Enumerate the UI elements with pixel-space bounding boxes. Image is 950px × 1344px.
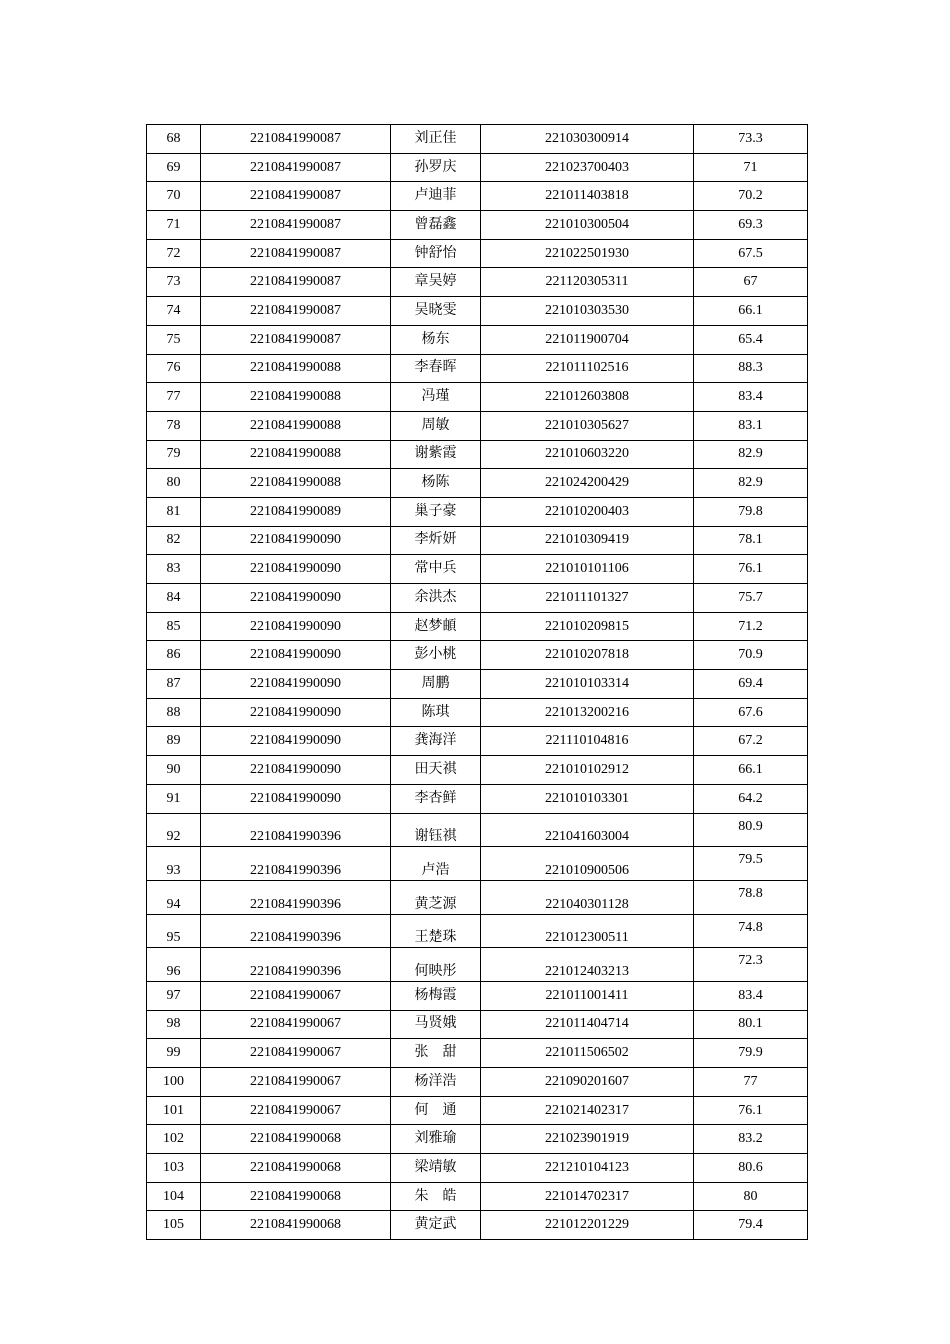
exam-code-cell: 2210841990396 [201,880,391,914]
ticket-number-cell: 221041603004 [481,813,694,847]
name-cell: 钟舒怡 [391,239,481,268]
table-row [147,469,808,498]
score-cell: 80.6 [694,1154,808,1183]
row-number-cell: 75 [147,325,201,354]
exam-code-cell: 2210841990068 [201,1182,391,1211]
table-row [147,440,808,469]
exam-code-cell: 2210841990090 [201,555,391,584]
ticket-number-cell: 221011506502 [481,1039,694,1068]
ticket-number-cell: 221011101327 [481,584,694,613]
ticket-number-cell: 221010200403 [481,497,694,526]
exam-code-cell: 2210841990068 [201,1154,391,1183]
exam-code-cell: 2210841990396 [201,847,391,881]
name-cell: 何映彤 [391,948,481,982]
table-row [147,641,808,670]
ticket-number-cell: 221010305627 [481,411,694,440]
score-cell: 75.7 [694,584,808,613]
row-number-cell: 96 [147,948,201,982]
score-cell: 65.4 [694,325,808,354]
name-cell: 杨陈 [391,469,481,498]
exam-code-cell: 2210841990087 [201,297,391,326]
score-cell: 76.1 [694,555,808,584]
ticket-number-cell: 221010101106 [481,555,694,584]
score-cell: 66.1 [694,297,808,326]
exam-code-cell: 2210841990087 [201,239,391,268]
ticket-number-cell: 221010303530 [481,297,694,326]
results-table-body [147,125,808,1240]
table-row [147,239,808,268]
row-number-cell: 78 [147,411,201,440]
ticket-number-cell: 221023700403 [481,153,694,182]
ticket-number-cell: 221023901919 [481,1125,694,1154]
table-row [147,756,808,785]
score-cell: 78.1 [694,526,808,555]
exam-code-cell: 2210841990067 [201,1010,391,1039]
name-cell: 卢迪菲 [391,182,481,211]
exam-code-cell: 2210841990088 [201,440,391,469]
name-cell: 朱 皓 [391,1182,481,1211]
ticket-number-cell: 221010309419 [481,526,694,555]
name-cell: 曾磊鑫 [391,211,481,240]
score-cell: 79.8 [694,497,808,526]
name-cell: 周鹏 [391,670,481,699]
name-cell: 杨梅霞 [391,981,481,1010]
exam-code-cell: 2210841990067 [201,1068,391,1097]
ticket-number-cell: 221011403818 [481,182,694,211]
name-cell: 田天祺 [391,756,481,785]
name-cell: 杨东 [391,325,481,354]
table-row [147,125,808,154]
row-number-cell: 87 [147,670,201,699]
score-cell: 67.6 [694,698,808,727]
row-number-cell: 86 [147,641,201,670]
name-cell: 刘正佳 [391,125,481,154]
exam-code-cell: 2210841990068 [201,1211,391,1240]
exam-code-cell: 2210841990068 [201,1125,391,1154]
name-cell: 谢钰祺 [391,813,481,847]
row-number-cell: 71 [147,211,201,240]
ticket-number-cell: 221011001411 [481,981,694,1010]
table-row [147,354,808,383]
ticket-number-cell: 221010603220 [481,440,694,469]
row-number-cell: 76 [147,354,201,383]
score-cell: 77 [694,1068,808,1097]
exam-code-cell: 2210841990090 [201,641,391,670]
table-row [147,847,808,881]
row-number-cell: 81 [147,497,201,526]
table-row [147,526,808,555]
table-row [147,555,808,584]
exam-code-cell: 2210841990088 [201,469,391,498]
score-cell: 67.2 [694,727,808,756]
table-row [147,584,808,613]
ticket-number-cell: 221010102912 [481,756,694,785]
name-cell: 黄芝源 [391,880,481,914]
table-row [147,612,808,641]
exam-code-cell: 2210841990088 [201,383,391,412]
row-number-cell: 97 [147,981,201,1010]
ticket-number-cell: 221013200216 [481,698,694,727]
name-cell: 马贤娥 [391,1010,481,1039]
name-cell: 冯瑾 [391,383,481,412]
row-number-cell: 73 [147,268,201,297]
exam-code-cell: 2210841990090 [201,612,391,641]
row-number-cell: 91 [147,784,201,813]
name-cell: 周敏 [391,411,481,440]
name-cell: 陈琪 [391,698,481,727]
row-number-cell: 101 [147,1096,201,1125]
exam-code-cell: 2210841990087 [201,125,391,154]
name-cell: 李杏鲜 [391,784,481,813]
ticket-number-cell: 221010103314 [481,670,694,699]
ticket-number-cell: 221012300511 [481,914,694,948]
name-cell: 卢浩 [391,847,481,881]
table-row [147,670,808,699]
ticket-number-cell: 221030300914 [481,125,694,154]
row-number-cell: 82 [147,526,201,555]
row-number-cell: 69 [147,153,201,182]
row-number-cell: 93 [147,847,201,881]
row-number-cell: 100 [147,1068,201,1097]
table-row [147,914,808,948]
name-cell: 孙罗庆 [391,153,481,182]
exam-code-cell: 2210841990090 [201,784,391,813]
table-row [147,1010,808,1039]
exam-code-cell: 2210841990067 [201,1039,391,1068]
table-row [147,1096,808,1125]
row-number-cell: 88 [147,698,201,727]
name-cell: 余洪杰 [391,584,481,613]
ticket-number-cell: 221012403213 [481,948,694,982]
name-cell: 赵梦頔 [391,612,481,641]
name-cell: 刘雅瑜 [391,1125,481,1154]
table-row [147,981,808,1010]
name-cell: 杨洋浩 [391,1068,481,1097]
row-number-cell: 98 [147,1010,201,1039]
score-cell: 71 [694,153,808,182]
score-cell: 71.2 [694,612,808,641]
row-number-cell: 72 [147,239,201,268]
row-number-cell: 80 [147,469,201,498]
table-row [147,784,808,813]
ticket-number-cell: 221012603808 [481,383,694,412]
score-cell: 79.4 [694,1211,808,1240]
exam-code-cell: 2210841990090 [201,526,391,555]
name-cell: 谢紫霞 [391,440,481,469]
exam-code-cell: 2210841990396 [201,948,391,982]
exam-code-cell: 2210841990090 [201,727,391,756]
score-cell: 64.2 [694,784,808,813]
ticket-number-cell: 221011900704 [481,325,694,354]
exam-code-cell: 2210841990067 [201,1096,391,1125]
row-number-cell: 79 [147,440,201,469]
row-number-cell: 83 [147,555,201,584]
name-cell: 李炘妍 [391,526,481,555]
table-row [147,411,808,440]
row-number-cell: 85 [147,612,201,641]
exam-code-cell: 2210841990087 [201,182,391,211]
row-number-cell: 70 [147,182,201,211]
table-row [147,1125,808,1154]
ticket-number-cell: 221010209815 [481,612,694,641]
ticket-number-cell: 221040301128 [481,880,694,914]
row-number-cell: 74 [147,297,201,326]
table-row [147,727,808,756]
exam-code-cell: 2210841990090 [201,756,391,785]
table-row [147,1039,808,1068]
table-row [147,497,808,526]
ticket-number-cell: 221010300504 [481,211,694,240]
ticket-number-cell: 221014702317 [481,1182,694,1211]
exam-code-cell: 2210841990090 [201,698,391,727]
table-row [147,153,808,182]
row-number-cell: 89 [147,727,201,756]
ticket-number-cell: 221021402317 [481,1096,694,1125]
row-number-cell: 92 [147,813,201,847]
row-number-cell: 95 [147,914,201,948]
score-cell: 80.9 [694,813,808,847]
score-cell: 83.4 [694,981,808,1010]
row-number-cell: 102 [147,1125,201,1154]
results-table [146,124,808,1240]
score-cell: 82.9 [694,469,808,498]
name-cell: 李春晖 [391,354,481,383]
name-cell: 巢子豪 [391,497,481,526]
ticket-number-cell: 221110104816 [481,727,694,756]
name-cell: 常中兵 [391,555,481,584]
table-row [147,211,808,240]
row-number-cell: 77 [147,383,201,412]
name-cell: 吴晓雯 [391,297,481,326]
score-cell: 78.8 [694,880,808,914]
score-cell: 69.3 [694,211,808,240]
score-cell: 83.1 [694,411,808,440]
score-cell: 73.3 [694,125,808,154]
score-cell: 83.4 [694,383,808,412]
name-cell: 彭小桃 [391,641,481,670]
score-cell: 82.9 [694,440,808,469]
exam-code-cell: 2210841990088 [201,354,391,383]
table-row [147,383,808,412]
ticket-number-cell: 221010900506 [481,847,694,881]
exam-code-cell: 2210841990090 [201,670,391,699]
name-cell: 章吴婷 [391,268,481,297]
exam-code-cell: 2210841990087 [201,268,391,297]
ticket-number-cell: 221012201229 [481,1211,694,1240]
score-cell: 72.3 [694,948,808,982]
table-row [147,325,808,354]
score-cell: 79.9 [694,1039,808,1068]
exam-code-cell: 2210841990396 [201,813,391,847]
score-cell: 80 [694,1182,808,1211]
table-row [147,880,808,914]
name-cell: 龚海洋 [391,727,481,756]
exam-code-cell: 2210841990067 [201,981,391,1010]
exam-code-cell: 2210841990087 [201,211,391,240]
row-number-cell: 104 [147,1182,201,1211]
table-row [147,1068,808,1097]
score-cell: 70.9 [694,641,808,670]
table-row [147,813,808,847]
name-cell: 王楚珠 [391,914,481,948]
row-number-cell: 99 [147,1039,201,1068]
table-row [147,268,808,297]
score-cell: 67 [694,268,808,297]
score-cell: 80.1 [694,1010,808,1039]
ticket-number-cell: 221024200429 [481,469,694,498]
table-row [147,948,808,982]
row-number-cell: 94 [147,880,201,914]
table-row [147,297,808,326]
name-cell: 黄定武 [391,1211,481,1240]
score-cell: 83.2 [694,1125,808,1154]
ticket-number-cell: 221120305311 [481,268,694,297]
row-number-cell: 68 [147,125,201,154]
score-cell: 88.3 [694,354,808,383]
name-cell: 张 甜 [391,1039,481,1068]
exam-code-cell: 2210841990087 [201,153,391,182]
exam-code-cell: 2210841990087 [201,325,391,354]
row-number-cell: 84 [147,584,201,613]
score-cell: 70.2 [694,182,808,211]
ticket-number-cell: 221010207818 [481,641,694,670]
ticket-number-cell: 221011102516 [481,354,694,383]
score-cell: 66.1 [694,756,808,785]
exam-code-cell: 2210841990090 [201,584,391,613]
row-number-cell: 90 [147,756,201,785]
exam-code-cell: 2210841990088 [201,411,391,440]
ticket-number-cell: 221010103301 [481,784,694,813]
score-cell: 79.5 [694,847,808,881]
row-number-cell: 103 [147,1154,201,1183]
score-cell: 69.4 [694,670,808,699]
table-row [147,1182,808,1211]
table-row [147,182,808,211]
name-cell: 梁靖敏 [391,1154,481,1183]
table-row [147,1154,808,1183]
name-cell: 何 通 [391,1096,481,1125]
exam-code-cell: 2210841990089 [201,497,391,526]
score-cell: 76.1 [694,1096,808,1125]
score-cell: 74.8 [694,914,808,948]
exam-code-cell: 2210841990396 [201,914,391,948]
ticket-number-cell: 221210104123 [481,1154,694,1183]
ticket-number-cell: 221090201607 [481,1068,694,1097]
table-row [147,1211,808,1240]
table-row [147,698,808,727]
ticket-number-cell: 221011404714 [481,1010,694,1039]
score-cell: 67.5 [694,239,808,268]
ticket-number-cell: 221022501930 [481,239,694,268]
row-number-cell: 105 [147,1211,201,1240]
